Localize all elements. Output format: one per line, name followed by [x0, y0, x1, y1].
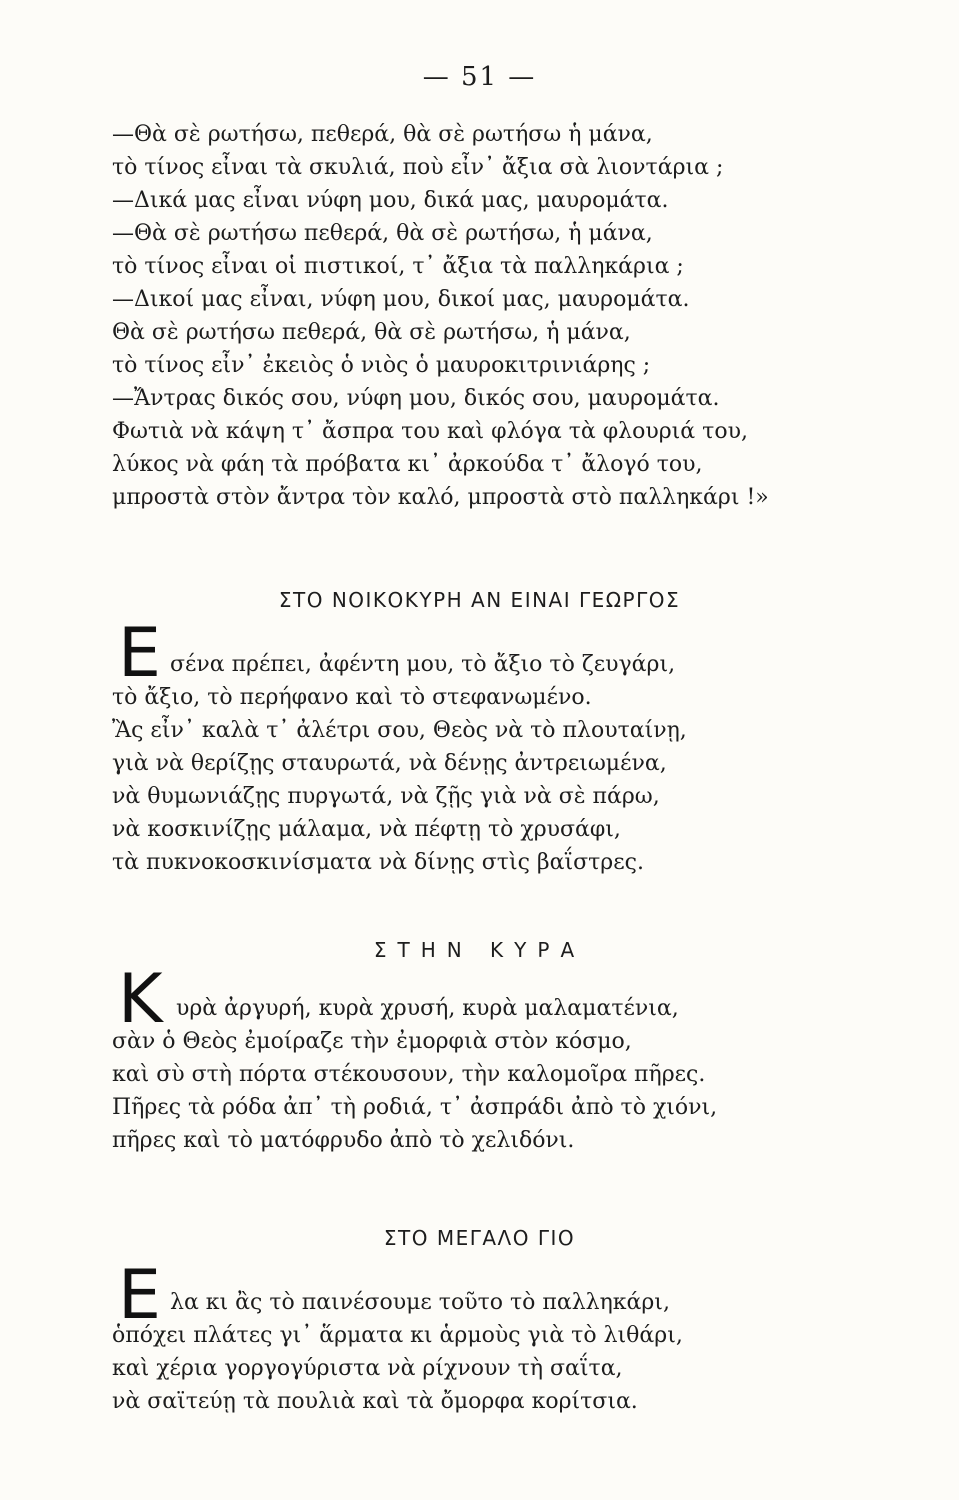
drop-cap: Ε: [118, 614, 161, 693]
poem-title: ΣΤΟ ΝΟΙΚΟΚΥΡΗ ΑΝ ΕΙΝΑΙ ΓΕΩΡΓΟΣ: [278, 588, 681, 612]
verse-line: σένα πρέπει, ἀφέντη μου, τὸ ἄξιο τὸ ζευγάρι,: [170, 652, 676, 677]
verse-line: νὰ θυμωνιάζῃς πυργωτά, νὰ ζῇς γιὰ νὰ σὲ πάρω,: [112, 784, 660, 809]
verse-line: Φωτιὰ νὰ κάψη τ᾿ ἄσπρα του καὶ φλόγα τὰ φλουριά του,: [112, 419, 748, 444]
verse-line: —Θὰ σὲ ρωτήσω, πεθερά, θὰ σὲ ρωτήσω ἡ μάνα,: [112, 122, 653, 147]
verse-line: λύκος νὰ φάη τὰ πρόβατα κι᾿ ἀρκούδα τ᾿ ἄλογό του,: [112, 452, 703, 477]
verse-line: καὶ χέρια γοργογύριστα νὰ ρίχνουν τὴ σαΐτα,: [112, 1356, 623, 1381]
poem-lady: [112, 960, 872, 1157]
verse-line: τὸ ἄξιο, τὸ περήφανο καὶ τὸ στεφανωμένο.: [112, 685, 592, 710]
verse-line: Ἂς εἶν᾿ καλὰ τ᾿ ἀλέτρι σου, Θεὸς νὰ τὸ πλουταίνῃ,: [112, 718, 687, 743]
verse-line: ὁπόχει πλάτες γι᾿ ἅρματα κι ἁρμοὺς γιὰ τὸ λιθάρι,: [112, 1323, 683, 1348]
verse-line: πῆρες καὶ τὸ ματόφρυδο ἀπὸ τὸ χελιδόνι.: [112, 1128, 575, 1153]
drop-cap: Ε: [118, 1256, 161, 1335]
poem-lines: [112, 960, 872, 1157]
verse-line: γιὰ νὰ θερίζῃς σταυρωτά, νὰ δένῃς ἀντρειωμένα,: [112, 751, 667, 776]
verse-line: σὰν ὁ Θεὸς ἐμοίραζε τὴν ἐμορφιὰ στὸν κόσμο,: [112, 1029, 632, 1054]
verse-line: —Ἄντρας δικός σου, νύφη μου, δικός σου, μαυρομάτα.: [112, 386, 720, 411]
page-number: — 51 —: [422, 62, 537, 92]
verse-line: Θὰ σὲ ρωτήσω πεθερά, θὰ σὲ ρωτήσω, ἡ μάνα,: [112, 320, 631, 345]
verse-line: λα κι ἂς τὸ παινέσουμε τοῦτο τὸ παλληκάρι,: [170, 1290, 670, 1315]
poem-lines: [112, 614, 872, 879]
verse-line: —Θὰ σὲ ρωτήσω πεθερά, θὰ σὲ ρωτήσω, ἡ μάνα,: [112, 221, 653, 246]
drop-cap: Κ: [118, 960, 163, 1039]
poem-farmer: [112, 614, 872, 879]
verse-line: τὸ τίνος εἶναι οἱ πιστικοί, τ᾿ ἄξια τὰ παλληκάρια ;: [112, 254, 684, 279]
verse-line: μπροστὰ στὸν ἄντρα τὸν καλό, μπροστὰ στὸ παλληκάρι !»: [112, 485, 769, 510]
poem-lines: [112, 1256, 872, 1418]
poem-eldest-son: [112, 1256, 872, 1418]
poem-title: ΣΤΗΝ ΚΥΡΑ: [373, 938, 586, 962]
poem-title: ΣΤΟ ΜΕΓΑΛΟ ΓΙΟ: [383, 1226, 576, 1250]
verse-line: νὰ σαϊτεύῃ τὰ πουλιὰ καὶ τὰ ὄμορφα κορίτσια.: [112, 1389, 638, 1414]
verse-line: νὰ κοσκινίζῃς μάλαμα, νὰ πέφτῃ τὸ χρυσάφι,: [112, 817, 621, 842]
verse-line: —Δικά μας εἶναι νύφη μου, δικά μας, μαυρομάτα.: [112, 188, 669, 213]
verse-block-dialogue: [112, 118, 872, 514]
verse-line: υρὰ ἀργυρή, κυρὰ χρυσή, κυρὰ μαλαματένια,: [176, 996, 679, 1021]
verse-line: καὶ σὺ στὴ πόρτα στέκουσουν, τὴν καλομοῖρα πῆρες.: [112, 1062, 706, 1087]
verse-line: Πῆρες τὰ ρόδα ἀπ᾿ τὴ ροδιά, τ᾿ ἀσπράδι ἀπὸ τὸ χιόνι,: [112, 1095, 718, 1120]
verse-line: τὰ πυκνοκοσκινίσματα νὰ δίνῃς στὶς βαΐστρες.: [112, 850, 644, 875]
verse-line: τὸ τίνος εἶναι τὰ σκυλιά, ποὺ εἶν᾿ ἄξια σὰ λιοντάρια ;: [112, 155, 724, 180]
verse-line: τὸ τίνος εἶν᾿ ἐκειὸς ὁ νιὸς ὁ μαυροκιτρινιάρης ;: [112, 353, 651, 378]
verse-line: —Δικοί μας εἶναι, νύφη μου, δικοί μας, μαυρομάτα.: [112, 287, 690, 312]
